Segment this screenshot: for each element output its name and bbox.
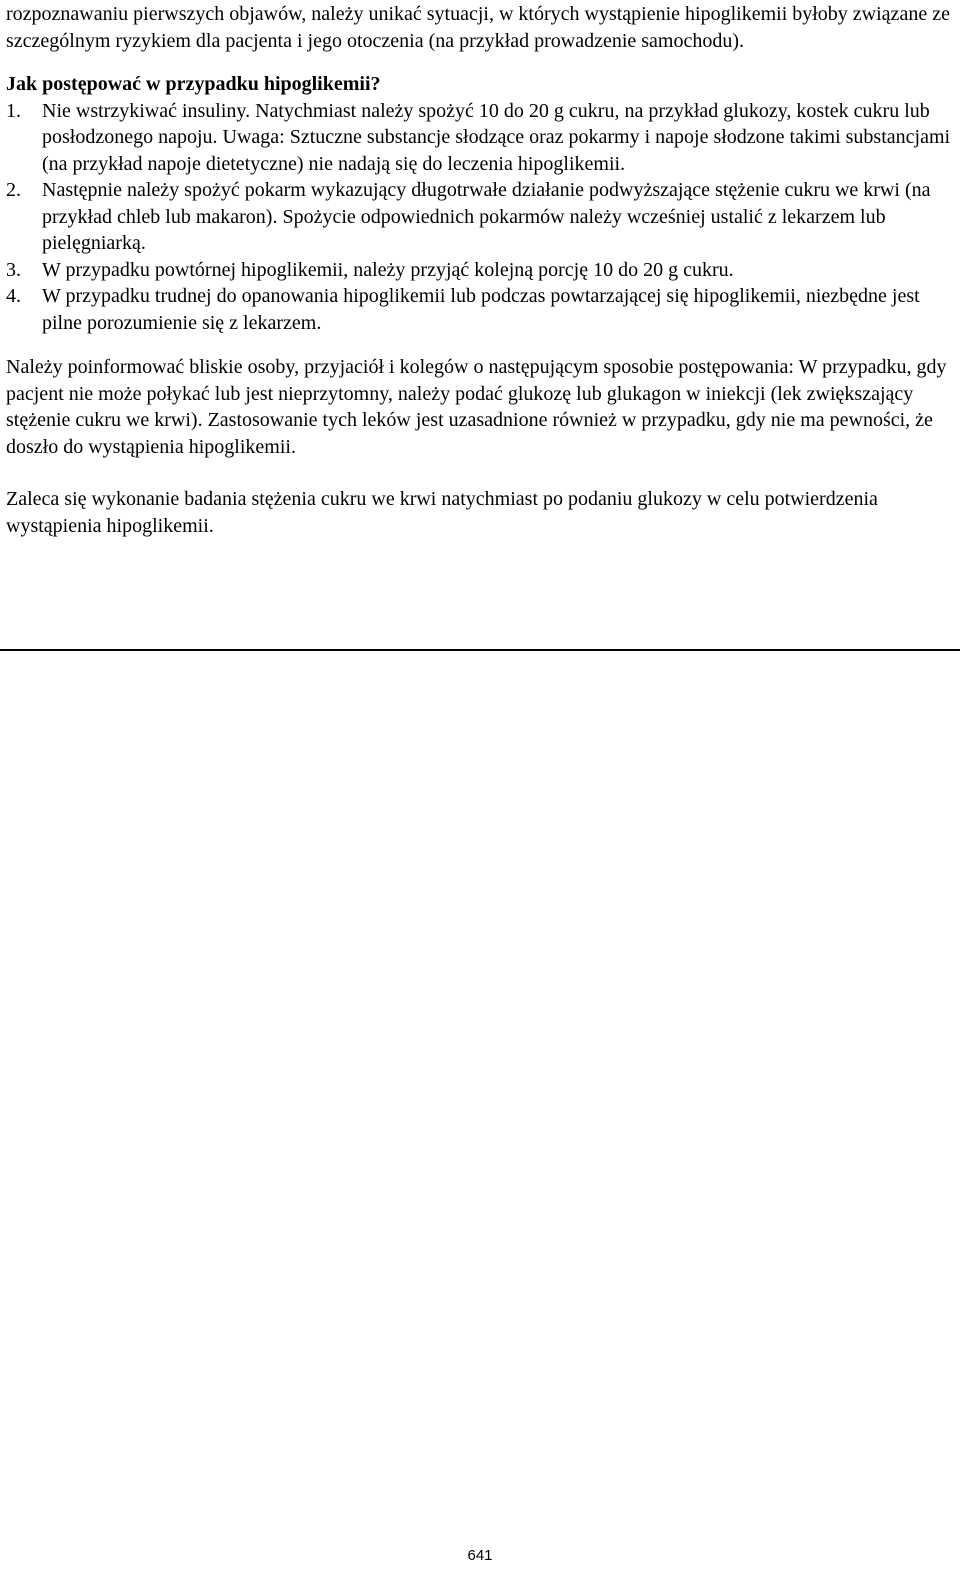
intro-paragraph: rozpoznawaniu pierwszych objawów, należy unikać sytuacji, w których wystąpienie hipoglikemii byłoby związane ze szczególnym ryzykiem dla pacjenta i jego otoczenia (na przykład prowadzenie samochodu). [6, 3, 950, 52]
step-text: W przypadku powtórnej hipoglikemii, należy przyjąć kolejną porcję 10 do 20 g cukru. [42, 258, 734, 281]
step-number: 3. [6, 258, 21, 281]
step-number: 1. [6, 99, 21, 122]
horizontal-rule [0, 649, 960, 651]
instruction-step [6, 98, 956, 178]
instruction-step [6, 257, 956, 284]
step-text: Następnie należy spożyć pokarm wykazujący długotrwałe działanie podwyższające stężenie cukru we krwi (na przykład chleb lub makaron). Spożycie odpowiednich pokarmów należy wcześniej ustalić z lekarzem lub pielęgniarką. [42, 179, 931, 254]
instruction-step [6, 283, 956, 336]
page-number: 641 [467, 1547, 493, 1564]
step-number: 4. [6, 285, 21, 307]
instruction-step [6, 177, 956, 257]
inform-paragraph: Należy poinformować bliskie osoby, przyjaciół i kolegów o następującym sposobie postępowania: W przypadku, gdy pacjent nie może połykać lub jest nieprzytomny, należy podać glukozę lub glukagon w iniekcji (lek zwiększający stężenie cukru we krwi). Zastosowanie tych leków jest uzasadnione również w przypadku, gdy nie ma pewności, że doszło do wystąpienia hipoglikemii. [6, 356, 947, 458]
step-text: Nie wstrzykiwać insuliny. Natychmiast należy spożyć 10 do 20 g cukru, na przykład glukozy, kostek cukru lub posłodzonego napoju. Uwaga: Sztuczne substancje słodzące oraz pokarmy i napoje słodzone takimi substancjami (na przykład napoje dietetyczne) nie nadają się do leczenia hipoglikemii. [42, 99, 951, 175]
step-text: W przypadku trudnej do opanowania hipoglikemii lub podczas powtarzającej się hipoglikemii, niezbędne jest pilne porozumienie się z lekarzem. [42, 285, 920, 334]
document-content [6, 0, 956, 539]
recommendation-paragraph: Zaleca się wykonanie badania stężenia cukru we krwi natychmiast po podaniu glukozy w celu potwierdzenia wystąpienia hipoglikemii. [6, 488, 878, 537]
instruction-steps-list [6, 98, 956, 337]
section-heading: Jak postępować w przypadku hipoglikemii? [6, 73, 381, 95]
step-number: 2. [6, 179, 21, 201]
